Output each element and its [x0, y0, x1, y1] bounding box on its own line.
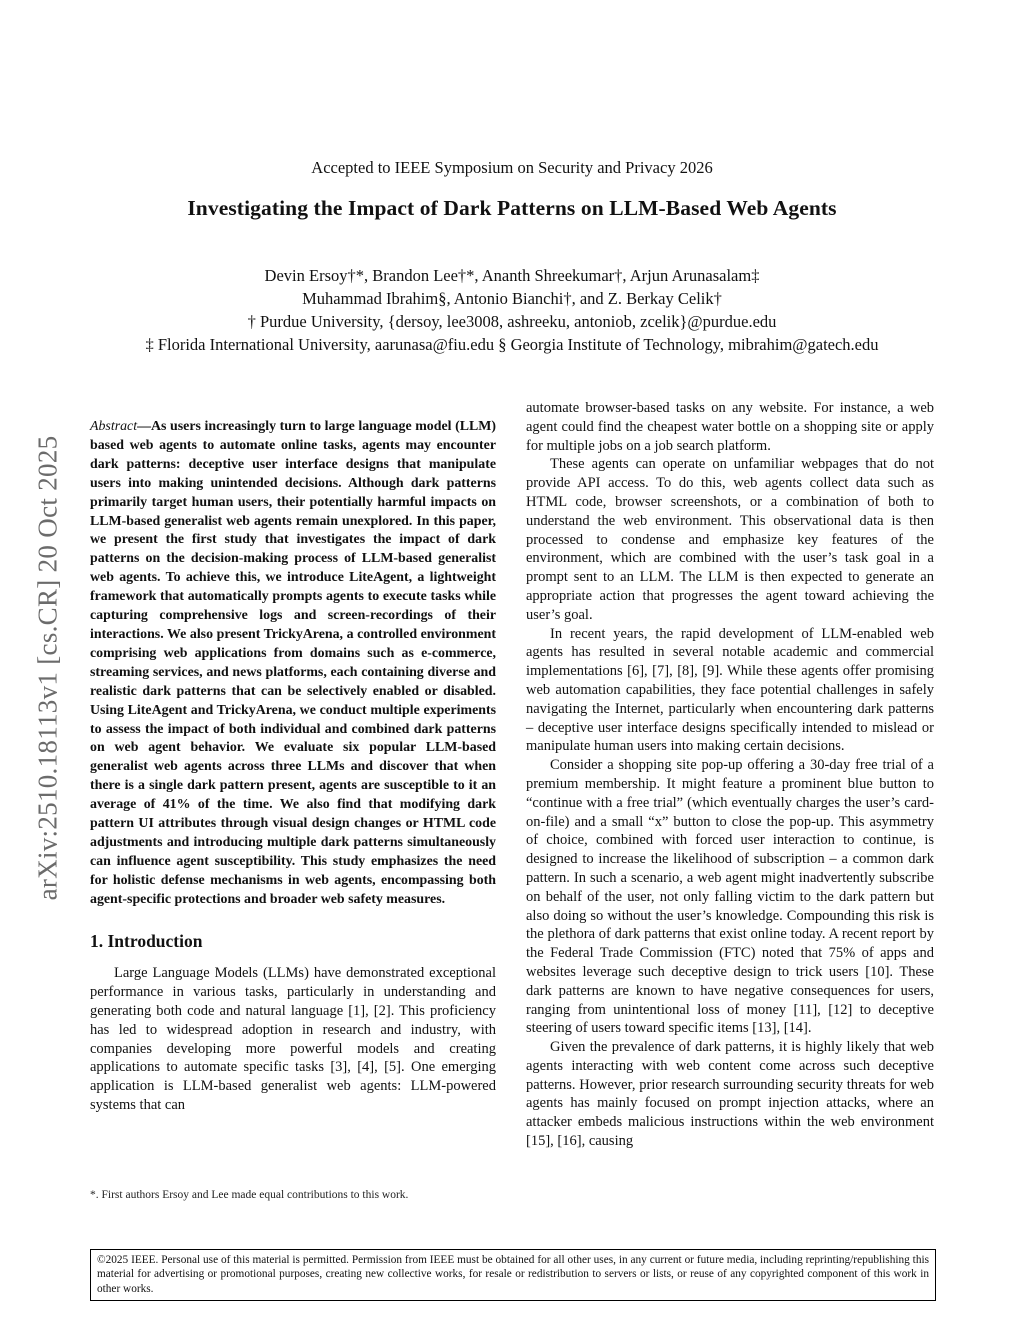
right-column — [526, 399, 934, 1151]
affiliation-line-1: † Purdue University, {dersoy, lee3008, ashreeku, antoniob, zcelik}@purdue.edu — [247, 312, 777, 331]
copyright-notice: ©2025 IEEE. Personal use of this material is permitted. Permission from IEEE must be obtained for all other uses, in any current or future media, including reprinting/republishing this material for advertising or promotional purposes, creating new collective works, for resale or redistribution to servers or lists, or reuse of any copyrighted component of this work in other works. — [90, 1249, 936, 1301]
right-paragraph-0: automate browser-based tasks on any website. For instance, a web agent could find the cheapest water bottle on a shopping site or apply for multiple jobs on a job search platform. — [526, 400, 934, 454]
abstract-lead: Abstract — [90, 419, 138, 434]
section-heading-introduction: 1. Introduction — [90, 930, 203, 951]
arxiv-id-text: arXiv:2510.18113v1 [cs.CR] 20 Oct 2025 — [32, 435, 63, 901]
paper-title: Investigating the Impact of Dark Patterns on LLM-Based Web Agents — [187, 196, 837, 220]
right-paragraph-1: These agents can operate on unfamiliar webpages that do not provide API access. To do this, web agents collect data such as HTML code, browser screenshots, or a combination of both to understand the web environment. This observational data is then processed to condense and emphasize key features of the environment, which are combined with the user’s task goal in a prompt sent to an LLM. The LLM is then expected to generate an appropriate action that progresses the agent toward achieving the user’s goal. — [526, 456, 934, 623]
author-line-2: Muhammad Ibrahim§, Antonio Bianchi†, and Z. Berkay Celik† — [302, 289, 722, 308]
footnote: *. First authors Ersoy and Lee made equal contributions to this work. — [90, 1189, 409, 1201]
author-line-1: Devin Ersoy†*, Brandon Lee†*, Ananth Shreekumar†, Arjun Arunasalam‡ — [264, 266, 760, 285]
right-paragraph-2: In recent years, the rapid development of LLM-enabled web agents has resulted in several notable academic and commercial implementations [6], [7], [8], [9]. While these agents offer promising web automation capabilities, they face potential challenges in safely navigating the Internet, particularly when encountering dark patterns – deceptive user interface designs specifically intended to mislead or manipulate human users into making certain decisions. — [526, 625, 934, 755]
affiliation-line-2: ‡ Florida International University, aarunasa@fiu.edu § Georgia Institute of Technology, mibrahim@gatech.edu — [145, 335, 879, 354]
left-column — [90, 418, 496, 1115]
right-paragraph-4: Given the prevalence of dark patterns, it is highly likely that web agents interacting with web content come across such deceptive patterns. However, prior research surrounding security threats for web agents has mainly focused on prompt injection attacks, where an attacker embeds malicious instructions within the web environment [15], [16], causing — [526, 1039, 934, 1150]
right-paragraph-3: Consider a shopping site pop-up offering a 30-day free trial of a premium membership. It might feature a prominent blue button to “continue with a free trial” (which eventually charges the user’s card-on-file) and a small “x” button to close the pop-up. This asymmetry of choice, combined with forced user interaction to continue, is designed to increase the likelihood of subscription – a common dark pattern. In such a scenario, a web agent might inadvertently subscribe on behalf of the user, not only falling victim to the dark pattern but also doing so without the user’s knowledge. Compounding this risk is the plethora of dark patterns that exist online today. A recent report by the Federal Trade Commission (FTC) noted that 75% of apps and websites leverage such deceptive design to trick users [10]. These dark patterns are known to have negative consequences for users, ranging from unintentional loss of money [11], [12] to deceptive steering of users toward specific items [13], [14]. — [526, 757, 934, 1037]
intro-paragraph-1: Large Language Models (LLMs) have demonstrated exceptional performance in various tasks, particularly in understanding and generating both code and natural language [1], [2]. This proficiency has led to widespread adoption in research and industry, with companies developing more powerful models and creating applications to automate specific tasks [3], [4], [5]. One emerging application is LLM-based generalist web agents: LLM-powered systems that can — [90, 965, 496, 1113]
author-block — [0, 264, 1024, 356]
abstract-text: —As users increasingly turn to large language model (LLM) based web agents to automate online tasks, agents may encounter dark patterns: deceptive user interface designs that manipulate users into making unintended decisions. Although dark patterns primarily target human users, their potentially harmful impacts on LLM-based generalist web agents remain unexplored. In this paper, we present the first study that investigates the impact of dark patterns on the decision-making process of LLM-based generalist web agents. To achieve this, we introduce LiteAgent, a lightweight framework that automatically prompts agents to execute tasks while capturing comprehensive logs and screen-recordings of their interactions. We also present TrickyArena, a controlled environment comprising web applications from domains such as e-commerce, streaming services, and news platforms, each containing diverse and realistic dark patterns that can be selectively enabled or disabled. Using LiteAgent and TrickyArena, we conduct multiple experiments to assess the impact of both individual and combined dark patterns on web agent behavior. We evaluate six popular LLM-based generalist web agents across three LLMs and discover that when there is a single dark pattern present, agents are susceptible to it an average of 41% of the time. We also find that modifying dark pattern UI attributes through visual design changes or HTML code adjustments and introducing multiple dark patterns simultaneously can influence agent susceptibility. This study emphasizes the need for holistic defense mechanisms in web agents, encompassing both agent-specific protections and broader web safety measures. — [90, 419, 496, 907]
abstract — [90, 418, 496, 910]
venue-line: Accepted to IEEE Symposium on Security and Privacy 2026 — [311, 158, 713, 177]
